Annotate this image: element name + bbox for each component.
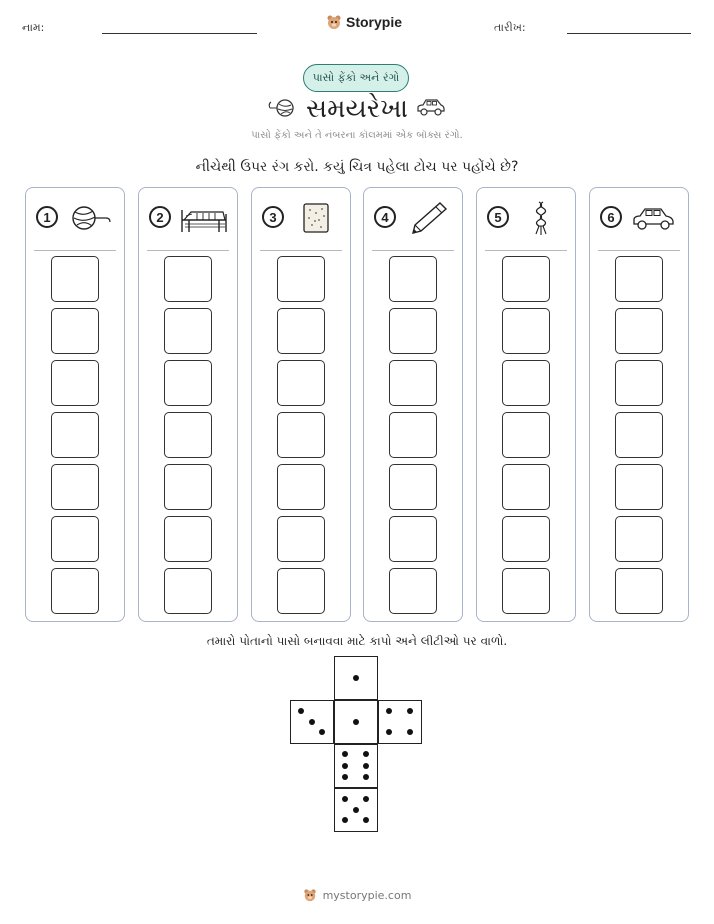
color-box[interactable] <box>51 308 99 354</box>
color-box[interactable] <box>277 516 325 562</box>
dice-pip <box>363 796 369 802</box>
color-box[interactable] <box>389 516 437 562</box>
color-box[interactable] <box>277 308 325 354</box>
yarn-ball-title-icon <box>268 96 296 120</box>
dice-face <box>334 656 378 700</box>
name-label: નામ: <box>22 21 45 34</box>
color-box[interactable] <box>389 256 437 302</box>
dice-pip <box>386 708 392 714</box>
color-box[interactable] <box>389 308 437 354</box>
dice-net <box>290 656 424 836</box>
footer <box>0 888 714 902</box>
storypie-bear-icon <box>326 14 342 30</box>
column-number: 4 <box>374 206 396 228</box>
date-label: તારીખ: <box>494 21 526 34</box>
color-box[interactable] <box>615 256 663 302</box>
column-number: 1 <box>36 206 58 228</box>
dice-face <box>290 700 334 744</box>
pencil-icon <box>404 200 454 236</box>
brand-name: Storypie <box>346 14 403 30</box>
color-box[interactable] <box>51 568 99 614</box>
dice-pip <box>363 774 369 780</box>
color-box[interactable] <box>164 256 212 302</box>
color-box[interactable] <box>615 308 663 354</box>
dice-pip <box>342 763 348 769</box>
color-box[interactable] <box>51 464 99 510</box>
column-header <box>252 188 350 250</box>
dice-pip <box>342 751 348 757</box>
column-3 <box>251 187 351 622</box>
dice-pip <box>342 817 348 823</box>
footer-url: mystorypie.com <box>322 888 412 902</box>
page-title: સમયરેખા <box>306 94 408 124</box>
column-6 <box>589 187 689 622</box>
dice-pip <box>363 751 369 757</box>
color-box[interactable] <box>502 256 550 302</box>
dice-face <box>378 700 422 744</box>
color-box[interactable] <box>389 568 437 614</box>
column-header <box>26 188 124 250</box>
color-box[interactable] <box>51 412 99 458</box>
dice-pip <box>353 675 359 681</box>
yarn-ball-icon <box>66 200 116 236</box>
dice-pip <box>342 774 348 780</box>
color-box[interactable] <box>502 308 550 354</box>
sponge-icon <box>292 200 342 236</box>
column-4 <box>363 187 463 622</box>
dice-pip <box>353 719 359 725</box>
color-box[interactable] <box>389 464 437 510</box>
braid-icon <box>517 200 567 236</box>
column-header <box>590 188 688 250</box>
color-box[interactable] <box>51 360 99 406</box>
column-divider <box>34 250 116 251</box>
color-box[interactable] <box>389 412 437 458</box>
column-number: 3 <box>262 206 284 228</box>
dice-instruction: તમારો પોતાનો પાસો બનાવવા માટે કાપો અને લીટીઓ પર વાળો. <box>206 634 508 648</box>
color-box[interactable] <box>277 464 325 510</box>
column-number: 2 <box>149 206 171 228</box>
name-line <box>102 33 257 34</box>
car-title-icon <box>416 96 446 118</box>
color-box[interactable] <box>615 516 663 562</box>
color-box[interactable] <box>615 360 663 406</box>
column-header <box>477 188 575 250</box>
color-box[interactable] <box>502 360 550 406</box>
color-box[interactable] <box>615 412 663 458</box>
column-2 <box>138 187 238 622</box>
car-icon <box>630 200 680 236</box>
color-box[interactable] <box>277 412 325 458</box>
dice-face <box>334 744 378 788</box>
brand-logo <box>326 14 402 30</box>
color-box[interactable] <box>502 412 550 458</box>
color-box[interactable] <box>277 360 325 406</box>
bed-icon <box>179 200 229 236</box>
column-divider <box>147 250 229 251</box>
column-5 <box>476 187 576 622</box>
color-box[interactable] <box>615 568 663 614</box>
question-text: નીચેથી ઉપર રંગ કરો. કયું ચિત્ર પહેલા ટોચ પર પહોંચે છે? <box>195 159 519 175</box>
dice-pip <box>363 763 369 769</box>
color-box[interactable] <box>164 568 212 614</box>
column-number: 5 <box>487 206 509 228</box>
color-box[interactable] <box>615 464 663 510</box>
column-divider <box>485 250 567 251</box>
color-box[interactable] <box>502 516 550 562</box>
color-box[interactable] <box>389 360 437 406</box>
color-box[interactable] <box>502 568 550 614</box>
dice-pip <box>407 708 413 714</box>
color-box[interactable] <box>51 256 99 302</box>
storypie-bear-icon <box>303 888 317 902</box>
dice-face <box>334 788 378 832</box>
column-1 <box>25 187 125 622</box>
column-divider <box>260 250 342 251</box>
dice-pip <box>319 729 325 735</box>
date-line <box>567 33 691 34</box>
color-box[interactable] <box>277 568 325 614</box>
color-box[interactable] <box>51 516 99 562</box>
column-header <box>139 188 237 250</box>
page-subtitle: પાસો ફેંકો અને તે નંબરના કૉલમમાં એક બૉક્સ રંગો. <box>251 130 463 141</box>
dice-pip <box>363 817 369 823</box>
color-box[interactable] <box>164 360 212 406</box>
column-header <box>364 188 462 250</box>
dice-pip <box>353 807 359 813</box>
color-box[interactable] <box>164 308 212 354</box>
dice-pip <box>386 729 392 735</box>
column-number: 6 <box>600 206 622 228</box>
title-pill: પાસો ફેંકો અને રંગો <box>303 64 409 92</box>
dice-pip <box>407 729 413 735</box>
dice-face <box>334 700 378 744</box>
column-divider <box>598 250 680 251</box>
column-divider <box>372 250 454 251</box>
dice-pip <box>342 796 348 802</box>
color-box[interactable] <box>277 256 325 302</box>
dice-pip <box>309 719 315 725</box>
color-box[interactable] <box>164 464 212 510</box>
color-box[interactable] <box>164 412 212 458</box>
color-box[interactable] <box>502 464 550 510</box>
dice-pip <box>298 708 304 714</box>
color-box[interactable] <box>164 516 212 562</box>
